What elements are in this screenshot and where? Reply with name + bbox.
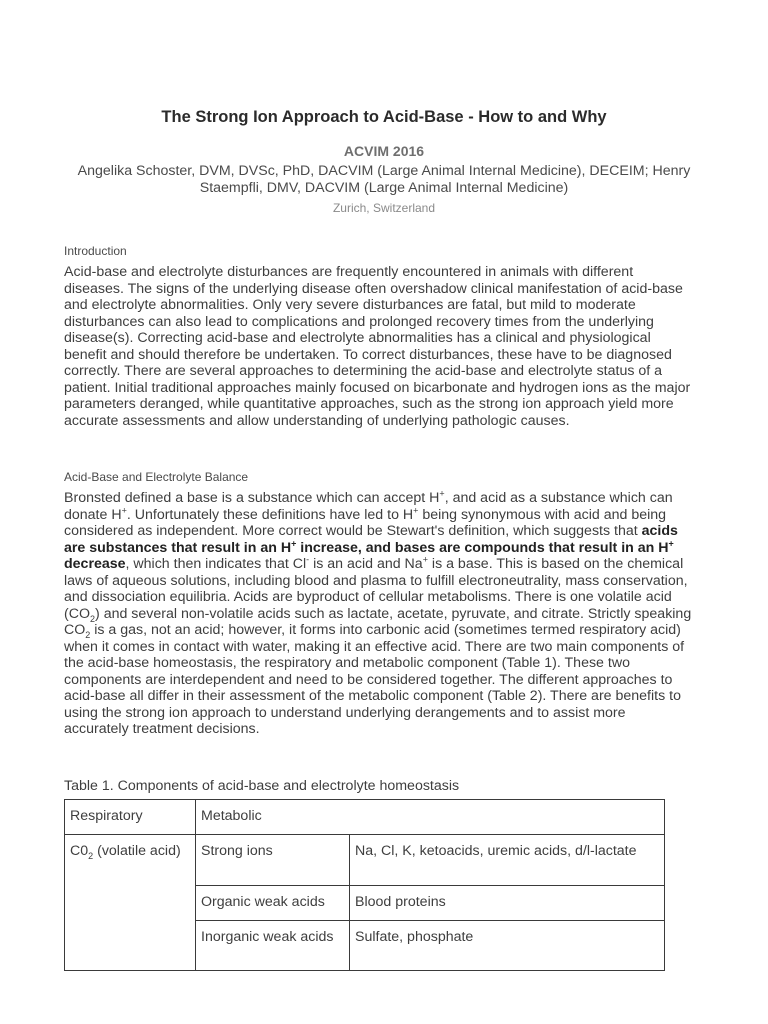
author-location: Zurich, Switzerland [332,201,436,215]
stewart-definition: acids are substances that result in an H+ increase, and bases are compounds that result in an H+ decrease [64,523,678,572]
metabolic-examples-cell: Sulfate, phosphate [350,921,665,971]
table-row [65,835,665,886]
introduction-paragraph: Acid-base and electrolyte disturbances are frequently encountered in animals with different diseases. The signs of the underlying disease often overshadow clinical manifestation of acid-base and electrolyte abnormalities. Only very severe disturbances are fatal, but mild to moderate disturbances can also lead to complications and prolonged recovery times from the underlying disease(s). Correcting acid-base and electrolyte abnormalities has a clinical and physiological benefit and should therefore be undertaken. To correct disturbances, these have to be diagnosed correctly. There are several approaches to determining the acid-base and electrolyte status of a patient. Initial traditional approaches mainly focused on bicarbonate and hydrogen ions as the major parameters deranged, while quantitative approaches, such as the strong ion approach yield more accurate assessments and allow understanding of underlying pathologic causes. [64,264,691,429]
respiratory-cell: $C0_2$ (volatile acid) [65,835,196,971]
author-list: Angelika Schoster, DVM, DVSc, PhD, DACVIM (Large Animal Internal Medicine), DECEIM; Henry Staempfli, DMV, DACVIM (Large Animal Internal Medicine) [77,163,691,196]
components-table [64,799,665,971]
section-heading-introduction: Introduction [64,244,127,258]
metabolic-examples-cell: Blood proteins [350,886,665,921]
metabolic-category-cell: Organic weak acids [196,886,350,921]
metabolic-category-cell: Strong ions [196,835,350,886]
conference-label: ACVIM 2016 [343,143,425,159]
metabolic-examples-cell: Na, Cl, K, ketoacids, uremic acids, d/l-lactate [350,835,665,886]
table-caption: Table 1. Components of acid-base and electrolyte homeostasis [64,778,460,794]
table-header-row [65,800,665,835]
header-cell-respiratory: Respiratory [65,800,196,835]
section-heading-acid-base-balance: Acid-Base and Electrolyte Balance [64,470,249,484]
metabolic-category-cell: Inorganic weak acids [196,921,350,971]
header-cell-metabolic: Metabolic [196,800,665,835]
document-title: The Strong Ion Approach to Acid-Base - How to and Why [161,108,607,126]
acid-base-paragraph: Bronsted defined a base is a substance which can accept H+, and acid as a substance which can donate H+. Unfortunately these definitions have led to H+ being synonymous with acid and being considered as independent. More correct would be Stewart's definition, which suggests that acids are substances that result in an H+ increase, and bases are compounds that result in an H+ decrease, which then indicates that Cl- is an acid and Na+ is a base. This is based on the chemical laws of aqueous solutions, including blood and plasma to fulfill electroneutrality, mass conservation, and dissociation equilibria. Acids are byproduct of cellular metabolisms. There is one volatile acid $(CO_2)$ and several non-volatile acids such as lactate, acetate, pyruvate, and citrate. Strictly speaking $CO_2$ is a gas, not an acid; however, it forms into carbonic acid (sometimes termed respiratory acid) when it comes in contact with water, making it an effective acid. There are two main components of the acid-base homeostasis, the respiratory and metabolic component (Table 1). These two components are interdependent and need to be considered together. The different approaches to acid-base all differ in their assessment of the metabolic component (Table 2). There are benefits to using the strong ion approach to understand underlying derangements and to assist more accurately treatment decisions. [64,488,692,737]
